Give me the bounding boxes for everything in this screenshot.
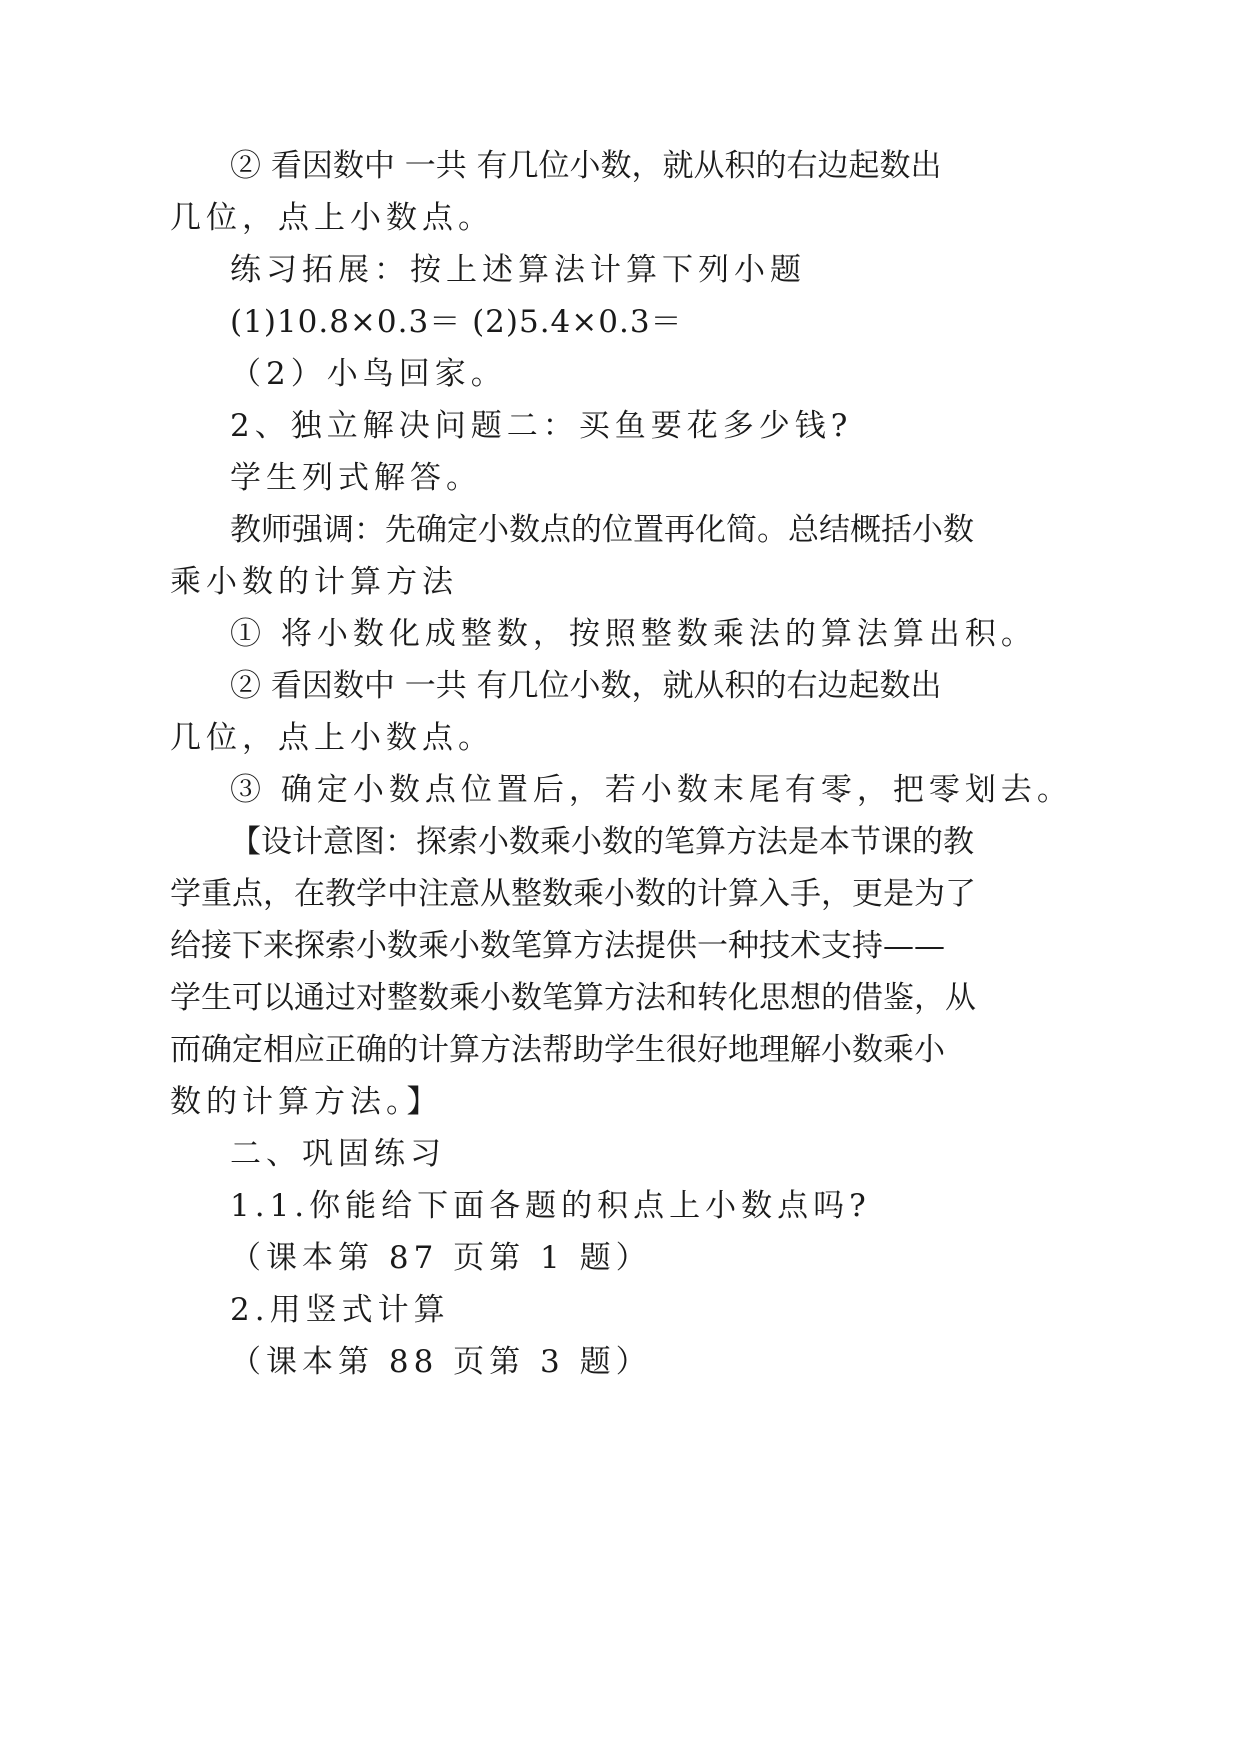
paragraph-line: 2、独立解决问题二：买鱼要花多少钱?: [230, 408, 853, 444]
paragraph-line: （2）小鸟回家。: [230, 356, 507, 392]
paragraph-line: 数的计算方法。】: [170, 1084, 443, 1120]
paragraph-line: 1.1.你能给下面各题的积点上小数点吗?: [230, 1188, 871, 1224]
paragraph-line: 【设计意图：探索小数乘小数的笔算方法是本节课的教: [230, 824, 974, 860]
paragraph-line: ① 将小数化成整数，按照整数乘法的算法算出积。: [230, 616, 1037, 652]
paragraph-line: 练习拓展：按上述算法计算下列小题: [230, 252, 806, 288]
paragraph-line: ② 看因数中 一共 有几位小数，就从积的右边起数出: [230, 148, 942, 184]
paragraph-line: 几位，点上小数点。: [170, 720, 494, 756]
paragraph-line: 给接下来探索小数乘小数笔算方法提供一种技术支持——: [170, 928, 945, 964]
section-heading: 二、巩固练习: [230, 1136, 446, 1172]
paragraph-line: 学生可以通过对整数乘小数笔算方法和转化思想的借鉴，从: [170, 980, 976, 1016]
paragraph-line: （课本第 87 页第 1 题）: [230, 1240, 652, 1276]
paragraph-line: 2.用竖式计算: [230, 1292, 450, 1328]
paragraph-line: ② 看因数中 一共 有几位小数，就从积的右边起数出: [230, 668, 942, 704]
paragraph-line: 乘小数的计算方法: [170, 564, 458, 600]
paragraph-line: ③ 确定小数点位置后，若小数末尾有零，把零划去。: [230, 772, 1073, 808]
paragraph-line: (1)10.8×0.3＝ (2)5.4×0.3＝: [230, 304, 683, 340]
paragraph-line: 几位，点上小数点。: [170, 200, 494, 236]
paragraph-line: （课本第 88 页第 3 题）: [230, 1344, 652, 1380]
paragraph-line: 学重点，在教学中注意从整数乘小数的计算入手，更是为了: [170, 876, 976, 912]
paragraph-line: 教师强调：先确定小数点的位置再化简。总结概括小数: [230, 512, 974, 548]
paragraph-line: 学生列式解答。: [230, 460, 482, 496]
paragraph-line: 而确定相应正确的计算方法帮助学生很好地理解小数乘小: [170, 1032, 945, 1068]
